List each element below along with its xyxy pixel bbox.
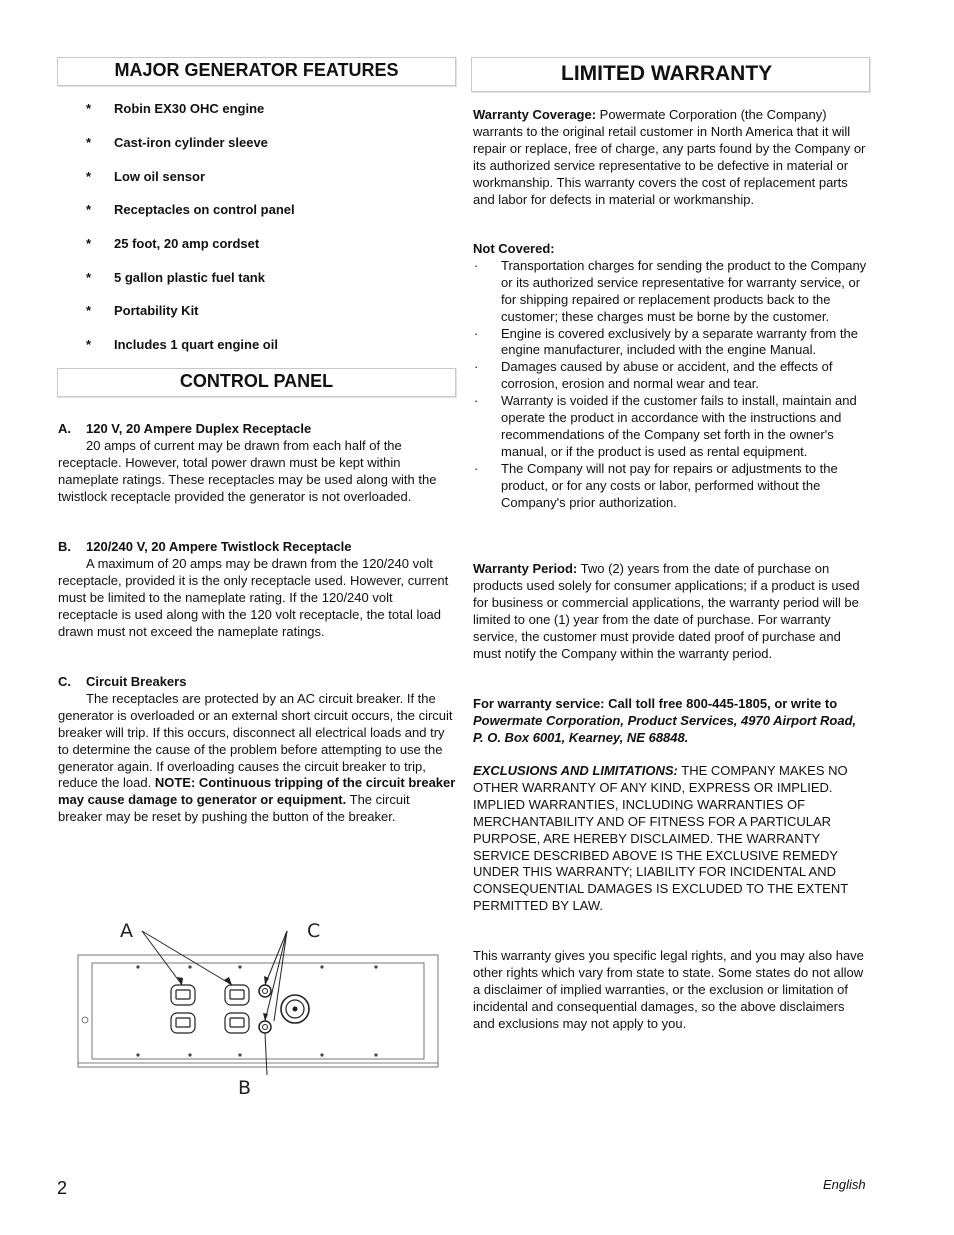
section-body: A maximum of 20 amps may be drawn from the 120/240 volt receptacle, provided it is the only receptacle used. However, current must be limited to the nameplate rating. If the 120/240 volt receptacle is used along with the 120 volt receptacle, the total load drawn must not exceed the nameplate ratings. [58, 555, 449, 639]
features-title-text: MAJOR GENERATOR FEATURES [114, 60, 399, 80]
feature-label: Includes 1 quart engine oil [114, 337, 278, 352]
bullet-star: * [86, 101, 92, 116]
screw-icons [136, 965, 377, 1056]
list-item [473, 461, 869, 512]
warranty-period [473, 561, 869, 662]
not-covered-label: Not Covered: [473, 241, 555, 256]
service-address: Powermate Corporation, Product Services, 4970 Airport Road, P. O. Box 6001, Kearney, NE 68848. [473, 712, 857, 745]
not-covered-text: Transportation charges for sending the product to the Company or its authorized service representative for warranty service, or for shipping repaired or replacement products back to the customer; these charges must be borne by the customer. [501, 257, 867, 324]
list-item [86, 135, 268, 152]
feature-label: Cast-iron cylinder sleeve [114, 135, 268, 150]
coverage-text: Powermate Corporation (the Company) warrants to the original retail customer in North America that it will repair or replace, free of charge, any parts found by the Company or its authorized service representative to be defective in material or workmanship. This warranty covers the cost of replacement parts and labor for defects in material or workmanship. [473, 107, 866, 207]
section-letter: A. [58, 421, 71, 436]
feature-label: Receptacles on control panel [114, 202, 295, 217]
twistlock-receptacle-icon [281, 995, 309, 1023]
list-item [473, 359, 869, 393]
section-heading: 120 V, 20 Ampere Duplex Receptacle [86, 421, 312, 436]
bullet-dot: · [474, 460, 479, 476]
not-covered-text: Engine is covered exclusively by a separate warranty from the engine manufacturer, included with the engine Manual. [501, 325, 858, 358]
feature-label: Robin EX30 OHC engine [114, 101, 265, 116]
panel-outline [78, 955, 438, 1067]
list-item [86, 101, 264, 118]
callout-lines [142, 931, 287, 1075]
not-covered [473, 241, 869, 512]
bullet-star: * [86, 236, 92, 251]
exclusions-label: EXCLUSIONS AND LIMITATIONS: [473, 763, 678, 778]
exclusions-text: THE COMPANY MAKES NO OTHER WARRANTY OF ANY KIND, EXPRESS OR IMPLIED. IMPLIED WARRANTIES, INCLUDING WARRANTIES OF MERCHANTABILITY AND OF FITNESS FOR A PARTICULAR PURPOSE, ARE HEREBY DISCLAIMED. THE WARRANTY SERVICE DESCRIBED ABOVE IS THE EXCLUSIVE REMEDY UNDER THIS WARRANTY; LIABILITY FOR INCIDENTAL AND CONSEQUENTIAL DAMAGES IS EXCLUDED TO THE EXTENT PERMITTED BY LAW. [473, 763, 848, 914]
service-text: For warranty service: Call toll free 800-445-1805, or write to [473, 696, 838, 711]
feature-label: 25 foot, 20 amp cordset [114, 236, 260, 251]
page-number: 2 [57, 1178, 68, 1198]
list-item [473, 258, 869, 326]
control-panel-title-text: CONTROL PANEL [179, 371, 334, 391]
callout-c-label: C [307, 920, 321, 942]
bullet-dot: · [474, 393, 479, 409]
warranty-service [473, 696, 869, 747]
bullet-star: * [86, 337, 92, 352]
bullet-star: * [86, 202, 92, 217]
section-a [58, 421, 456, 506]
exclusions [473, 763, 869, 915]
bullet-star: * [86, 135, 92, 150]
section-body: 20 amps of current may be drawn from each half of the receptacle. However, total power drawn must be kept within nameplate ratings. These receptacles may be used along with the twistlock receptacle provided the generator is not overloaded. [58, 437, 437, 504]
section-b [58, 539, 456, 640]
circuit-breaker-icons [259, 985, 271, 1033]
duplex-receptacle-icons [171, 985, 249, 1033]
control-panel-figure [72, 915, 447, 1100]
feature-label: Portability Kit [114, 303, 199, 318]
body-text: The circuit breaker may be reset by pushing the button of the breaker. [58, 792, 410, 825]
period-text: Two (2) years from the date of purchase on products used solely for consumer applications; if a product is used for business or commercial applications, the warranty period will be limited to one (1) year from the date of purchase. For warranty service, the customer must provide dated proof of purchase and must notify the Company within the warranty period. [473, 561, 860, 661]
list-item [473, 393, 869, 461]
warranty-coverage [473, 107, 869, 208]
bullet-dot: · [474, 359, 479, 375]
warranty-title-text: LIMITED WARRANTY [561, 62, 773, 85]
list-item [86, 303, 199, 320]
callout-b-label: B [238, 1077, 252, 1099]
warranty-title [471, 57, 870, 92]
section-letter: C. [58, 674, 71, 689]
control-panel-title [57, 368, 456, 397]
list-item [86, 169, 205, 186]
section-letter: B. [58, 539, 71, 554]
section-heading: 120/240 V, 20 Ampere Twistlock Receptacle [86, 539, 352, 554]
legal-rights [473, 948, 869, 1033]
rights-text: This warranty gives you specific legal rights, and you may also have other rights which vary from state to state. Some states do not allow a disclaimer of implied warranties, or the exclusion or limitation of incidental and consequential damages, so the above disclaimers and exclusions may not apply to you. [473, 948, 864, 1031]
section-body [58, 691, 456, 826]
section-c [58, 674, 456, 826]
section-heading: Circuit Breakers [86, 674, 187, 689]
bullet-star: * [86, 303, 92, 318]
bullet-star: * [86, 169, 92, 184]
bullet-dot: · [474, 325, 479, 341]
features-title [57, 57, 456, 86]
list-item [86, 236, 259, 253]
list-item [86, 202, 295, 219]
feature-label: Low oil sensor [114, 169, 206, 184]
not-covered-text: Damages caused by abuse or accident, and the effects of corrosion, erosion and normal wear and tear. [501, 359, 833, 392]
list-item [473, 326, 869, 360]
list-item [86, 270, 265, 287]
language-label: English [823, 1177, 866, 1192]
bullet-star: * [86, 270, 92, 285]
feature-label: 5 gallon plastic fuel tank [114, 270, 265, 285]
coverage-label: Warranty Coverage: [473, 107, 597, 122]
callout-a-label: A [120, 920, 133, 942]
list-item [86, 337, 278, 354]
not-covered-text: The Company will not pay for repairs or adjustments to the product, or for any costs or labor, performed without the Company's prior authorization. [501, 460, 838, 510]
period-label: Warranty Period: [473, 561, 578, 576]
mount-hole-icon [82, 1017, 88, 1023]
not-covered-text: Warranty is voided if the customer fails to install, maintain and operate the product in accordance with the instructions and recommendations of the Company set forth in the owner's manual, or if the product is used as rental equipment. [501, 393, 857, 459]
bullet-dot: · [474, 257, 479, 273]
note-text: NOTE: Continuous tripping of the circuit breaker may cause damage to generator or equipment. [58, 775, 456, 808]
body-text: The receptacles are protected by an AC circuit breaker. If the generator is overloaded or an external short circuit occurs, the circuit breaker will trip. If this occurs, disconnect all electrical loads and try to determine the cause of the problem before attempting to use the generator again. If overloading causes the circuit breaker to trip, reduce the load. [58, 690, 453, 791]
